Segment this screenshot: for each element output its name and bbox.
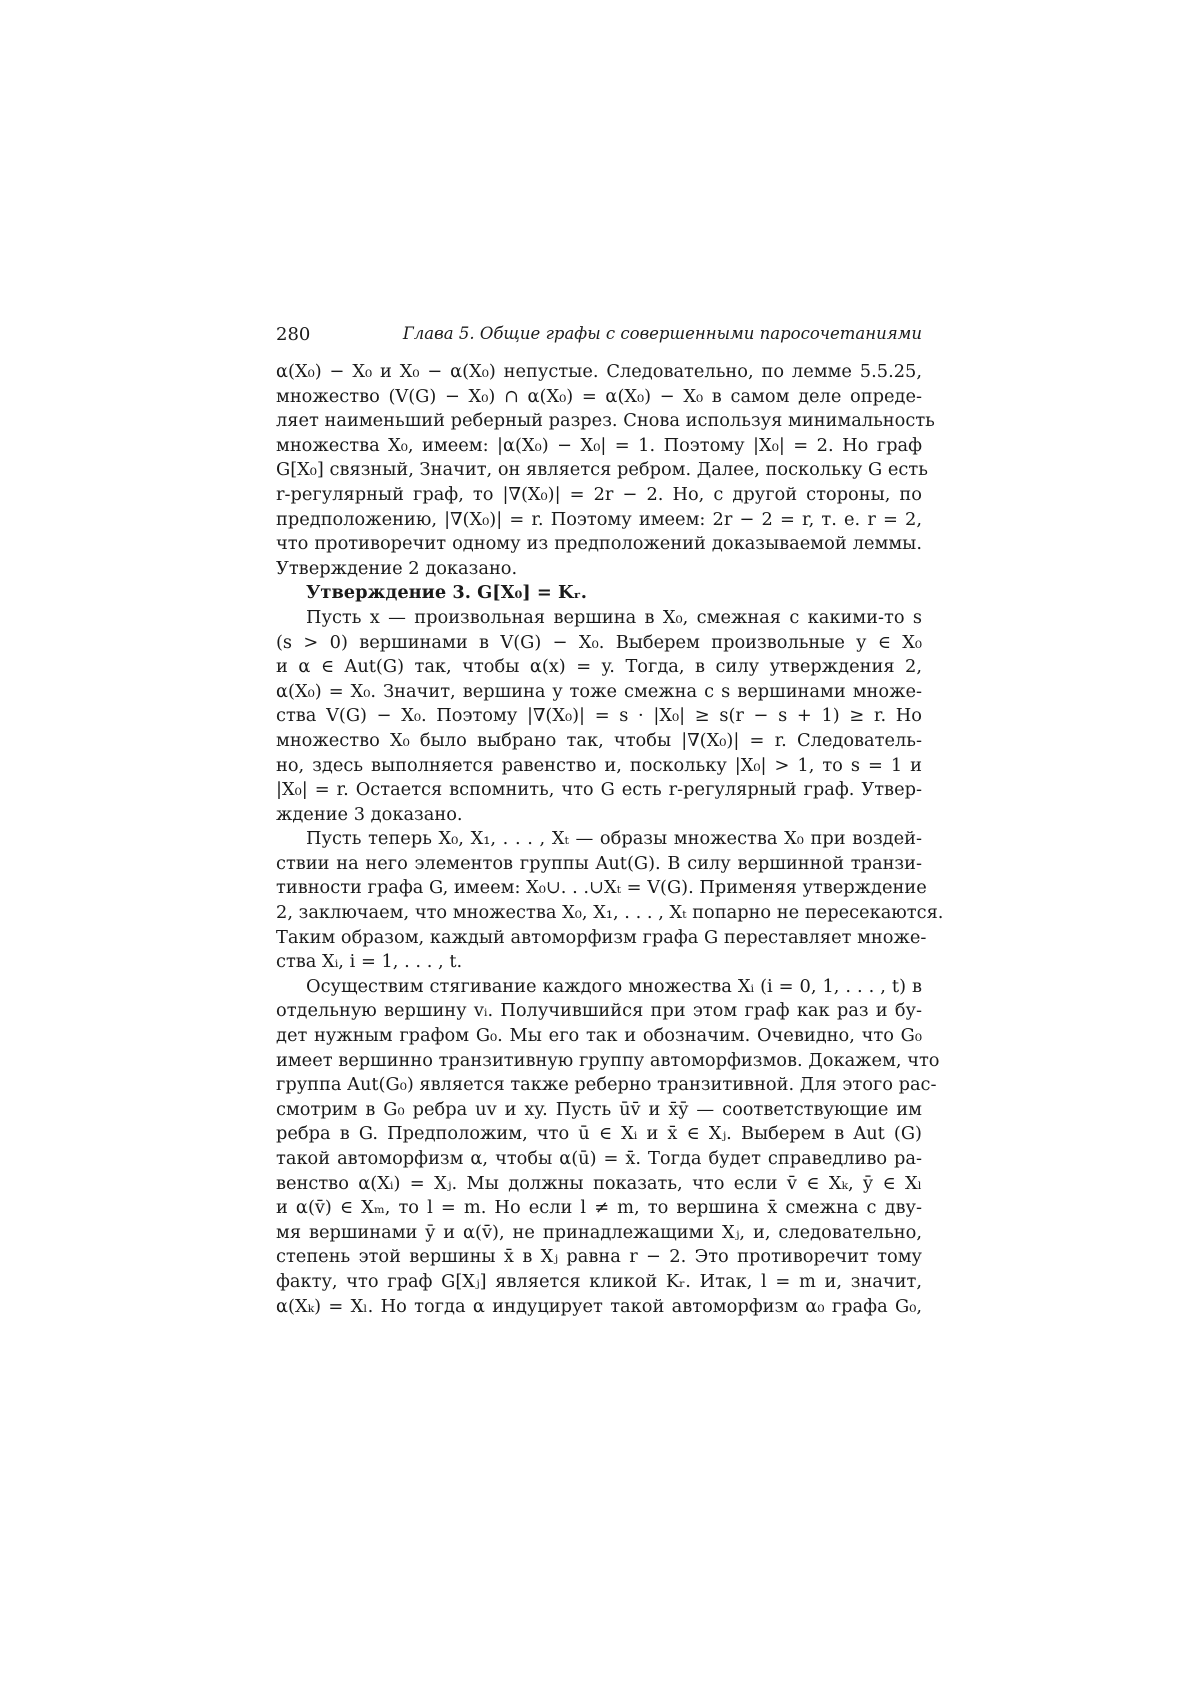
claim-heading: Утверждение 3. G[X₀] = Kᵣ. — [306, 582, 588, 604]
text-line: ребра в G. Предположим, что ū ∈ Xᵢ и x̄ ∈ Xⱼ. Выберем в Aut (G) — [276, 1123, 922, 1145]
text-line: α(X₀) = X₀. Значит, вершина y тоже смежна с s вершинами множе- — [276, 680, 922, 702]
text-line: G[X₀] связный, Значит, он является ребром. Далее, поскольку G есть — [276, 459, 928, 481]
text-line: дет нужным графом G₀. Мы его так и обозначим. Очевидно, что G₀ — [276, 1025, 922, 1047]
text-line: множество X₀ было выбрано так, чтобы |∇(X₀)| = r. Следователь- — [276, 729, 922, 751]
text-line: факту, что граф G[Xⱼ] является кликой Kᵣ. Итак, l = m и, значит, — [276, 1270, 922, 1292]
text-line: тивности графа G, имеем: X₀∪. . .∪Xₜ = V(G). Применяя утверждение — [276, 877, 927, 899]
text-line: имеет вершинно транзитивную группу автоморфизмов. Докажем, что — [276, 1049, 940, 1071]
text-line: α(X₀) − X₀ и X₀ − α(X₀) непустые. Следовательно, по лемме 5.5.25, — [276, 361, 922, 382]
text-line: Пусть x — произвольная вершина в X₀, смежная с какими-то s — [306, 606, 922, 628]
text-line: и α ∈ Aut(G) так, чтобы α(x) = y. Тогда, в силу утверждения 2, — [276, 656, 922, 678]
text-line: множества X₀, имеем: |α(X₀) − X₀| = 1. Поэтому |X₀| = 2. Но граф — [276, 434, 922, 456]
text-line: Пусть теперь X₀, X₁, . . . , Xₜ — образы множества X₀ при воздей- — [306, 828, 922, 850]
text-line: ствии на него элементов группы Aut(G). В силу вершинной транзи- — [276, 852, 922, 874]
text-line: ства Xᵢ, i = 1, . . . , t. — [276, 951, 463, 973]
text-line: мя вершинами ȳ и α(v̄), не принадлежащими Xⱼ, и, следовательно, — [276, 1221, 922, 1243]
text-line: что противоречит одному из предположений доказываемой леммы. — [276, 533, 922, 555]
text-line: 2, заключаем, что множества X₀, X₁, . . . , Xₜ попарно не пересекаются. — [276, 902, 944, 924]
text-line: r-регулярный граф, то |∇(X₀)| = 2r − 2. Но, с другой стороны, по — [276, 483, 922, 505]
text-line: множество (V(G) − X₀) ∩ α(X₀) = α(X₀) − X₀ в самом деле опреде- — [276, 385, 922, 407]
text-line: ства V(G) − X₀. Поэтому |∇(X₀)| = s · |X₀| ≥ s(r − s + 1) ≥ r. Но — [276, 705, 922, 727]
text-line: отдельную вершину vᵢ. Получившийся при этом граф как раз и бу- — [276, 1000, 922, 1022]
text-line: степень этой вершины x̄ в Xⱼ равна r − 2. Это противоречит тому — [276, 1246, 922, 1268]
text-line: ляет наименьший реберный разрез. Снова используя минимальность — [276, 410, 935, 432]
page-number: 280 — [276, 324, 311, 345]
text-body — [276, 360, 944, 1319]
text-line: (s > 0) вершинами в V(G) − X₀. Выберем произвольные y ∈ X₀ — [276, 631, 922, 653]
text-line: Таким образом, каждый автоморфизм графа G переставляет множе- — [276, 926, 927, 948]
running-title: Глава 5. Общие графы с совершенными паросочетаниями — [402, 324, 922, 343]
text-line: группа Aut(G₀) является также реберно транзитивной. Для этого рас- — [276, 1074, 937, 1096]
text-line: |X₀| = r. Остается вспомнить, что G есть r-регулярный граф. Утвер- — [276, 779, 922, 801]
text-line: предположению, |∇(X₀)| = r. Поэтому имеем: 2r − 2 = r, т. е. r = 2, — [276, 508, 922, 530]
page-header — [276, 324, 922, 350]
text-line: и α(v̄) ∈ Xₘ, то l = m. Но если l ≠ m, то вершина x̄ смежна с дву- — [276, 1197, 922, 1219]
text-line: смотрим в G₀ ребра uv и xy. Пусть ūv̄ и x̄ȳ — соответствующие им — [276, 1098, 922, 1120]
text-line: Осуществим стягивание каждого множества Xᵢ (i = 0, 1, . . . , t) в — [306, 975, 922, 997]
text-line: но, здесь выполняется равенство и, поскольку |X₀| > 1, то s = 1 и — [276, 754, 922, 776]
text-line: венство α(Xᵢ) = Xⱼ. Мы должны показать, что если v̄ ∈ Xₖ, ȳ ∈ Xₗ — [276, 1172, 922, 1194]
text-line: ждение 3 доказано. — [276, 803, 463, 825]
text-line: α(Xₖ) = Xₗ. Но тогда α индуцирует такой автоморфизм α₀ графа G₀, — [276, 1295, 922, 1317]
text-line: такой автоморфизм α, чтобы α(ū) = x̄. Тогда будет справедливо ра- — [276, 1148, 922, 1169]
text-line: Утверждение 2 доказано. — [276, 557, 518, 579]
